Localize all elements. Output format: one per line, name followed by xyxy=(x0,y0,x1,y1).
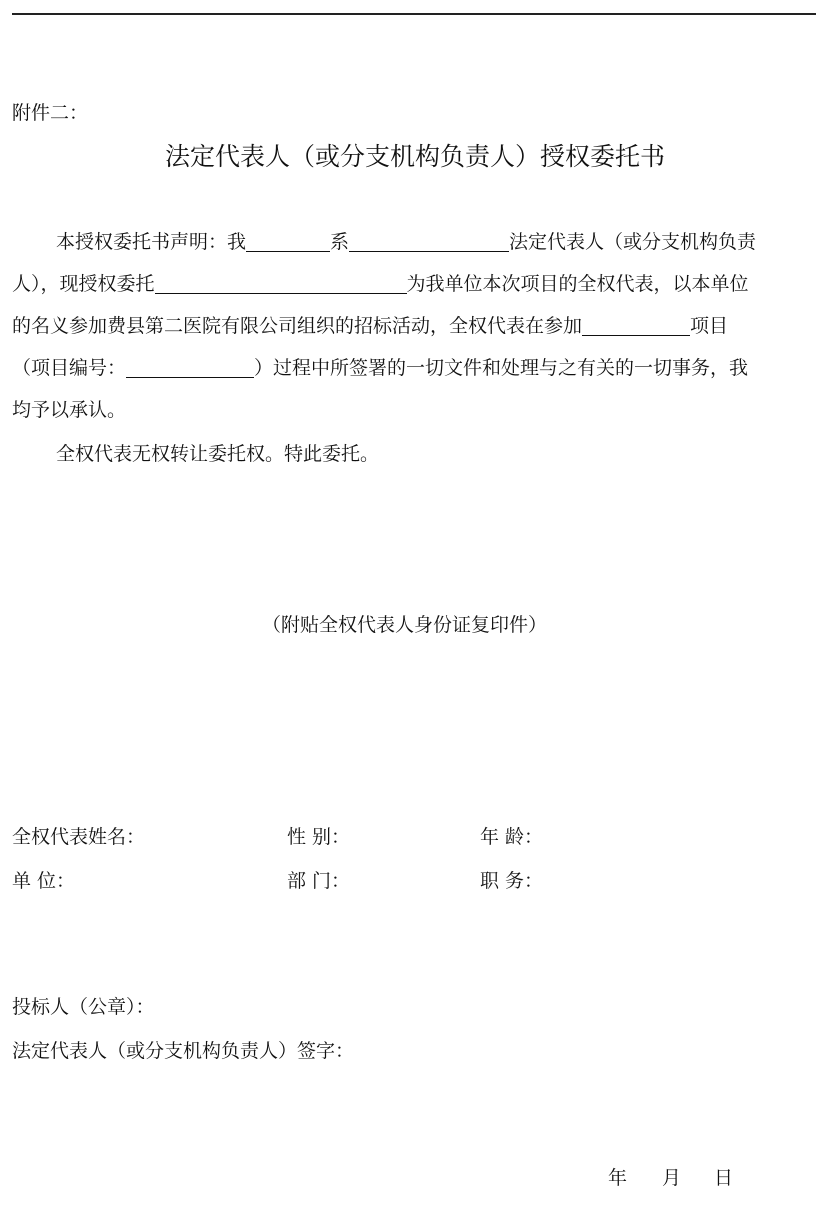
blank-delegate[interactable] xyxy=(155,273,407,294)
body-paragraph-2: 全权代表无权转让委托权。特此委托。 xyxy=(56,443,380,465)
body-line-4 xyxy=(12,356,748,380)
blank-project[interactable] xyxy=(582,315,690,336)
body-text: （项目编号： xyxy=(12,357,127,379)
field-age: 年 龄： xyxy=(480,826,544,848)
body-text: 项目 xyxy=(690,315,729,337)
field-gender: 性 别： xyxy=(287,826,351,848)
blank-organization[interactable] xyxy=(349,231,509,252)
id-copy-note: （附贴全权代表人身份证复印件） xyxy=(262,614,548,636)
attachment-label: 附件二： xyxy=(12,102,89,124)
legal-rep-signature-label: 法定代表人（或分支机构负责人）签字： xyxy=(12,1040,355,1062)
blank-project-number[interactable] xyxy=(126,357,254,378)
body-line-3 xyxy=(12,314,728,338)
field-position: 职 务： xyxy=(480,870,544,892)
body-text: ）过程中所签署的一切文件和处理与之有关的一切事务，我 xyxy=(254,357,749,379)
top-rule xyxy=(12,13,816,15)
date-year: 年 xyxy=(608,1167,628,1189)
body-text: 法定代表人（或分支机构负责 xyxy=(509,231,757,253)
document-title: 法定代表人（或分支机构负责人）授权委托书 xyxy=(164,142,665,171)
body-line-5: 均予以承认。 xyxy=(12,399,127,421)
blank-grantor[interactable] xyxy=(246,231,330,252)
bidder-seal-label: 投标人（公章）： xyxy=(12,996,155,1018)
date-day: 日 xyxy=(714,1167,734,1189)
body-text: 为我单位本次项目的全权代表，以本单位 xyxy=(406,273,749,295)
field-unit: 单 位： xyxy=(12,870,76,892)
body-text: 的名义参加费县第二医院有限公司组织的招标活动，全权代表在参加 xyxy=(12,315,583,337)
body-line-1 xyxy=(56,230,756,254)
field-delegate-name: 全权代表姓名： xyxy=(12,826,146,848)
body-text: 人），现授权委托 xyxy=(12,273,155,295)
body-line-2 xyxy=(12,272,749,296)
body-text: 系 xyxy=(330,231,350,253)
field-department: 部 门： xyxy=(287,870,351,892)
date-month: 月 xyxy=(662,1167,682,1189)
body-text: 本授权委托书声明：我 xyxy=(56,231,247,253)
